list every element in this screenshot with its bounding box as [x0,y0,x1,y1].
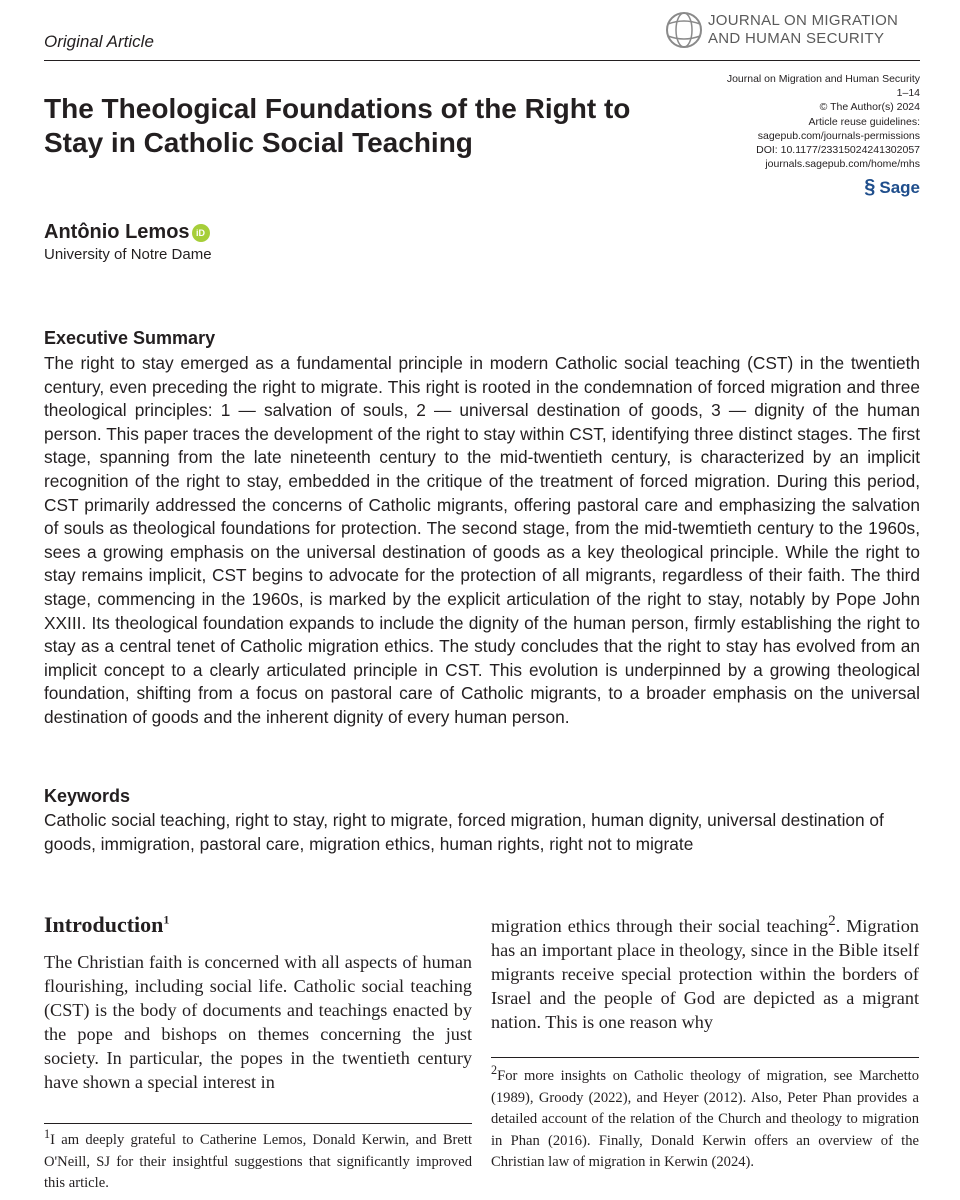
article-title: The Theological Foundations of the Right to Stay in Catholic Social Teaching [44,93,631,158]
article-meta [727,72,920,171]
publisher-name: Sage [879,177,920,197]
footnote-rule-left [44,1123,472,1124]
footnote-rule-right [491,1057,919,1058]
author-affiliation: University of Notre Dame [44,246,212,263]
journal-logo [664,10,924,54]
sage-s-icon: § [864,176,876,198]
author [44,221,210,244]
meta-journal-link[interactable]: journals.sagepub.com/home/mhs [765,158,920,171]
globe-icon [664,10,704,50]
executive-summary-heading: Executive Summary [44,328,216,348]
author-name: Antônio Lemos [44,221,190,243]
meta-reuse-link[interactable]: sagepub.com/journals-permissions [757,129,920,142]
meta-journal: Journal on Migration and Human Security [726,73,920,85]
keywords-heading: Keywords [44,786,131,806]
article-type-label: Original Article [44,32,154,51]
introduction-column-right: migration ethics through their social teaching$^2$. Migration has an important place in theology, since in the Bible itself migrants receive special protection within the borders of Israel and the people of God are depicted as a migrant nation. This is one reason why [491,911,919,1032]
header-rule [44,60,920,61]
meta-reuse-label: Article reuse guidelines: [808,115,920,128]
meta-doi[interactable]: DOI: 10.1177/23315024241302057 [756,144,920,157]
introduction-column-left: The Christian faith is concerned with all aspects of human flourishing, including social life. Catholic social teaching (CST) is the body of documents and teachings enacted by the pope and bishops on themes concerning the just society. In particular, the popes in the twentieth century have shown a special interest in [44,952,472,1092]
footnote-ref-2[interactable]: 2 [828,911,836,929]
executive-summary-text: The right to stay emerged as a fundamental principle in modern Catholic social teaching (CST) in the twentieth century, even preceding the right to migrate. This right is rooted in the condemnation of forced migration and three theological principles: 1 — salvation of souls, 2 — universal destination of goods, 3 — dignity of the human person. This paper traces the development of the right to stay within CST, identifying three distinct stages. The first stage, spanning from the late nineteenth century to the mid-twentieth century, is characterized by an implicit recognition of the right to stay, embedded in the critique of the treatment of forced migration. During this period, CST primarily addressed the concerns of Catholic migrants, offering pastoral care and emphasizing the salvation of souls as theological foundations for protection. The second stage, from the mid-twemtieth century to the 1960s, sees a growing emphasis on the universal destination of goods as a key theological principle. While the right to stay remains implicit, CST begins to advocate for the protection of all migrants, regardless of their faith. The third stage, commencing in the 1960s, is marked by the explicit articulation of the right to stay, notably by Pope John XXIII. Its theological foundation expands to include the dignity of the human person, firmly establishing the right to stay as a central tenet of Catholic migration ethics. The study concludes that the right to stay has evolved from an implicit concept to a clearly articulated principle in CST. This evolution is underpinned by a growing theological foundation, shifting from a focus on pastoral care of Catholic migrants, to a broader emphasis on the universal destination of goods and the inherent dignity of every human person. [44,353,920,727]
orcid-icon[interactable]: iD [192,224,210,242]
meta-pages: 1–14 [896,87,920,100]
journal-name: JOURNAL ON MIGRATION AND HUMAN SECURITY [708,12,899,47]
keywords-text: Catholic social teaching, right to stay, right to migrate, forced migration, human dignity, universal destination of goods, immigration, pastoral care, migration ethics, human rights, right not to migrate [44,810,884,854]
footnote-1: $^1$I am deeply grateful to Catherine Lemos, Donald Kerwin, and Brett O'Neill, SJ for their insightful suggestions that significantly improved this article. [44,1127,472,1191]
footnote-2: $^2$For more insights on Catholic theology of migration, see Marchetto (1989), Groody (2022), and Heyer (2012). Also, Peter Phan provides a detailed account of the relation of the Church and theology to migration in Phan (2016). Finally, Donald Kerwin offers an overview of the Christian law of migration in Kerwin (2024). [491,1063,919,1170]
introduction-heading: Introduction$^1$ [44,912,170,937]
meta-copyright: © The Author(s) 2024 [819,101,920,114]
publisher-logo [864,176,920,199]
footnote-ref-1[interactable]: 1 [163,912,170,927]
